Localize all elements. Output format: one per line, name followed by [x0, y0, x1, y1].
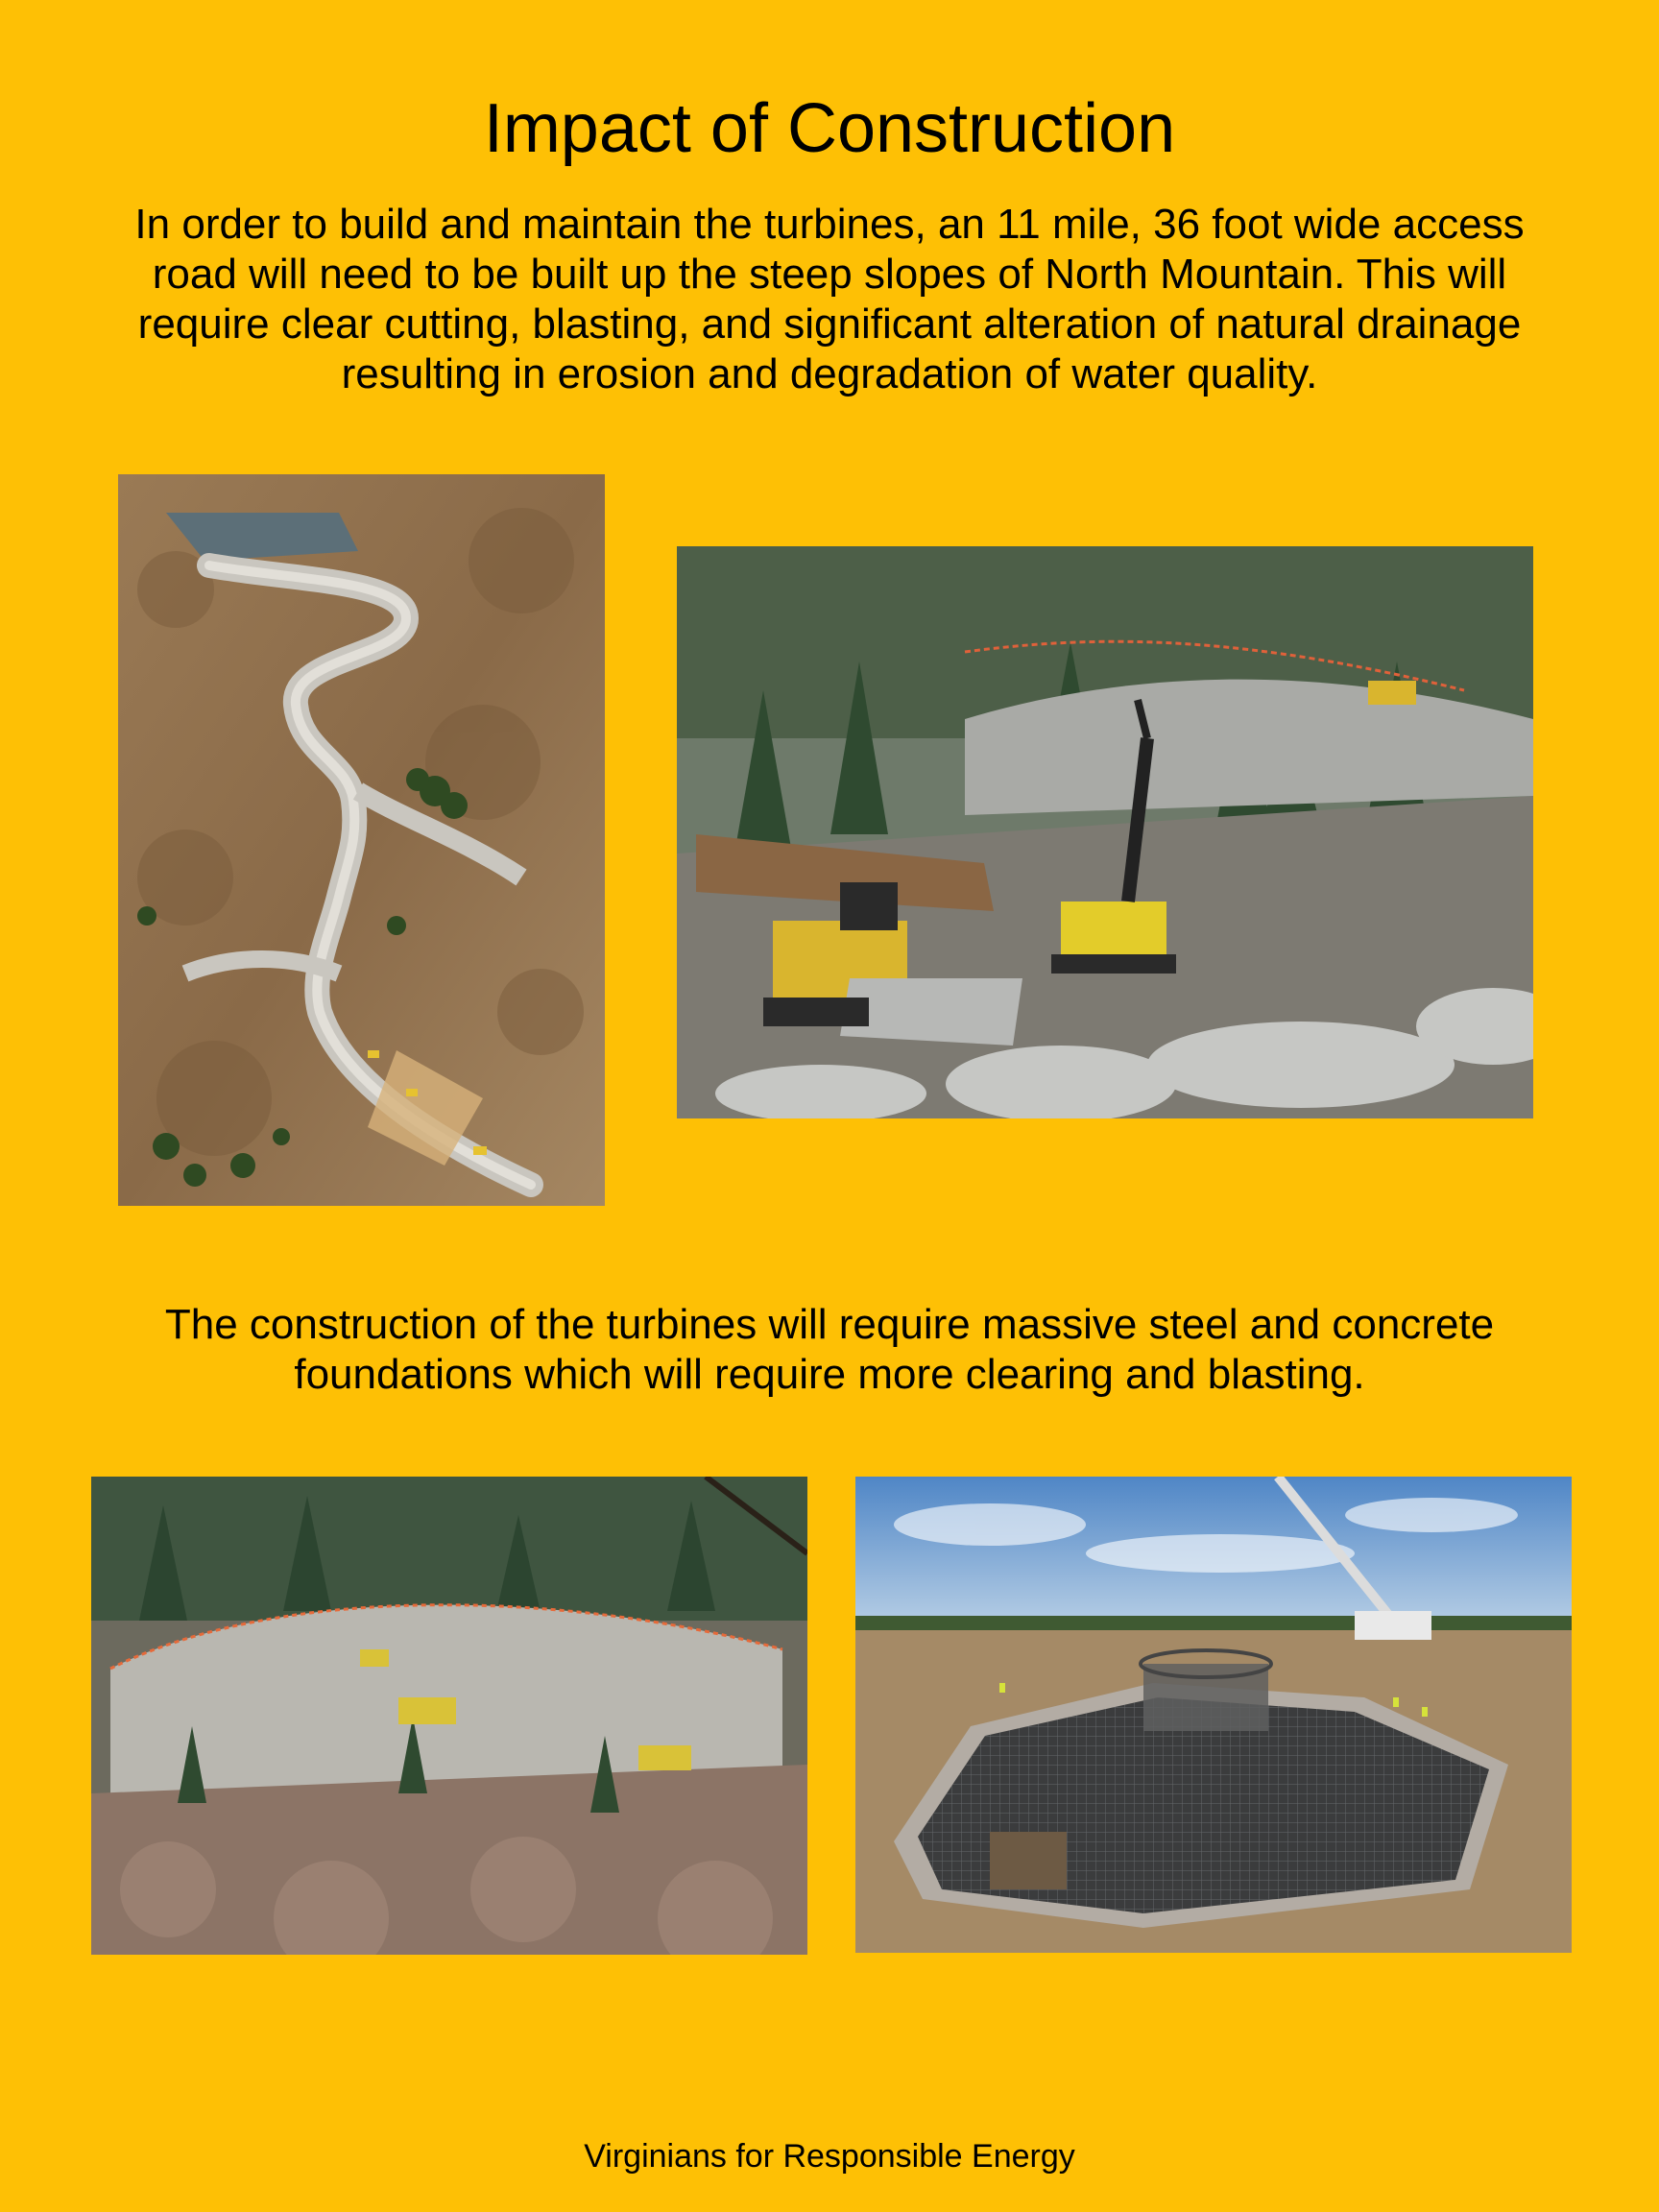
- forest-clearing-bulldozer-photo: [677, 546, 1533, 1118]
- intro-line: In order to build and maintain the turbines, an 11 mile, 36 foot wide access: [134, 201, 1525, 248]
- mountainside-blasting-photo: [91, 1477, 807, 1955]
- foundation-line: foundations which will require more clearing and blasting.: [294, 1351, 1365, 1398]
- page-title: Impact of Construction: [483, 90, 1176, 167]
- turbine-foundation-rebar-photo: [855, 1477, 1572, 1953]
- aerial-access-road-photo: [118, 474, 605, 1206]
- intro-line: require clear cutting, blasting, and significant alteration of natural drainage: [137, 301, 1522, 348]
- foundation-line: The construction of the turbines will require massive steel and concrete: [164, 1301, 1495, 1348]
- organization-footer: Virginians for Responsible Energy: [584, 2138, 1075, 2175]
- intro-line: resulting in erosion and degradation of water quality.: [341, 350, 1318, 397]
- intro-paragraph: [86, 200, 1573, 399]
- intro-line: road will need to be built up the steep slopes of North Mountain. This will: [152, 251, 1507, 298]
- foundation-paragraph: [86, 1300, 1573, 1400]
